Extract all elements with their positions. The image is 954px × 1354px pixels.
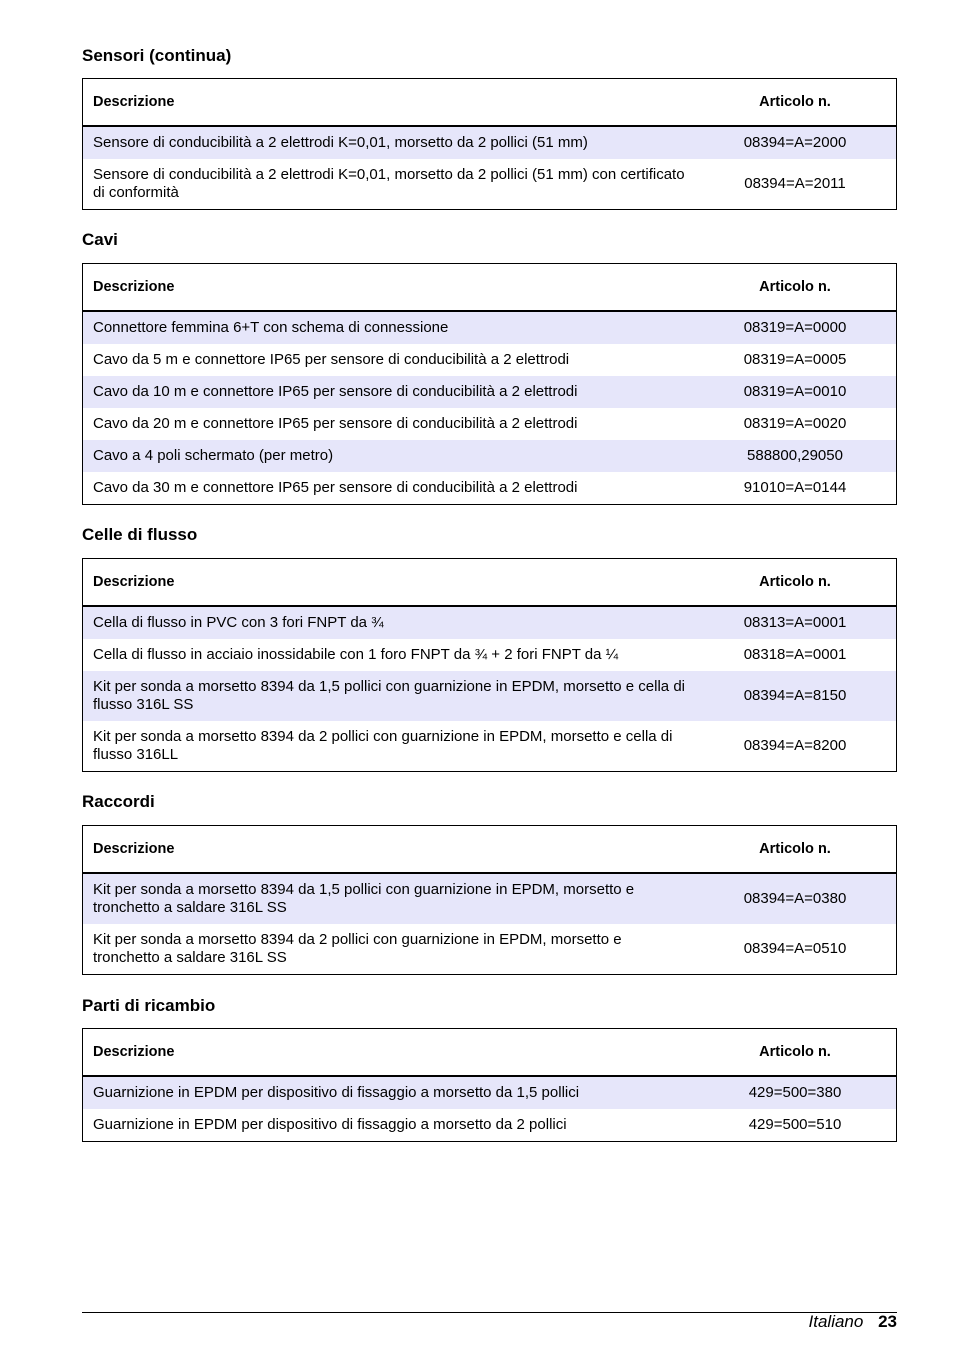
cell-description: Cavo da 30 m e connettore IP65 per sensore di conducibilità a 2 elettrodi [83,472,701,505]
table-header-row [83,264,897,312]
cell-article: 91010=A=0144 [700,472,897,505]
column-header-description: Descrizione [83,559,701,607]
column-header-description: Descrizione [83,264,701,312]
column-header-article: Articolo n. [700,559,897,607]
section-title-celle-di-flusso: Celle di flusso [82,525,198,544]
column-header-article: Articolo n. [700,826,897,874]
section-title-parti-di-ricambio: Parti di ricambio [82,996,216,1015]
table-header-row [83,1029,897,1077]
table-header-row [83,79,897,127]
cell-description: Sensore di conducibilità a 2 elettrodi K=0,01, morsetto da 2 pollici (51 mm) con certificato di conformità [83,159,701,210]
table-cavi [82,263,897,505]
footer-language: Italiano [808,1312,864,1331]
cell-description: Guarnizione in EPDM per dispositivo di fissaggio a morsetto da 1,5 pollici [83,1076,701,1109]
section-title-raccordi: Raccordi [82,792,155,811]
page-number: 23 [878,1312,897,1331]
cell-article: 08319=A=0005 [700,344,897,376]
cell-article: 08394=A=0380 [700,873,897,924]
table-row [83,440,897,472]
table-row [83,311,897,344]
table-parti-di-ricambio [82,1028,897,1142]
cell-article: 588800,29050 [700,440,897,472]
cell-description: Connettore femmina 6+T con schema di connessione [83,311,701,344]
cell-article: 08394=A=2000 [700,126,897,159]
table-row [83,671,897,721]
column-header-description: Descrizione [83,1029,701,1077]
table-raccordi [82,825,897,975]
cell-article: 08313=A=0001 [700,606,897,639]
table-row [83,639,897,671]
table-header-row [83,826,897,874]
column-header-description: Descrizione [83,79,701,127]
cell-description: Cella di flusso in acciaio inossidabile con 1 foro FNPT da ¾ + 2 fori FNPT da ¼ [83,639,701,671]
table-row [83,873,897,924]
table-row [83,924,897,975]
cell-description: Cavo da 20 m e connettore IP65 per sensore di conducibilità a 2 elettrodi [83,408,701,440]
cell-article: 08319=A=0010 [700,376,897,408]
cell-description: Cella di flusso in PVC con 3 fori FNPT da ¾ [83,606,701,639]
column-header-description: Descrizione [83,826,701,874]
cell-description: Kit per sonda a morsetto 8394 da 2 pollici con guarnizione in EPDM, morsetto e cella di flusso 316LL [83,721,701,772]
column-header-article: Articolo n. [700,79,897,127]
cell-description: Guarnizione in EPDM per dispositivo di fissaggio a morsetto da 2 pollici [83,1109,701,1142]
table-row [83,159,897,210]
table-row [83,1076,897,1109]
section-title-sensori: Sensori (continua) [82,46,232,65]
cell-article: 08394=A=0510 [700,924,897,975]
table-header-row [83,559,897,607]
table-row [83,344,897,376]
cell-description: Sensore di conducibilità a 2 elettrodi K=0,01, morsetto da 2 pollici (51 mm) [83,126,701,159]
cell-article: 429=500=380 [700,1076,897,1109]
cell-article: 08319=A=0020 [700,408,897,440]
cell-description: Kit per sonda a morsetto 8394 da 1,5 pollici con guarnizione in EPDM, morsetto e tronchetto a saldare 316L SS [83,873,701,924]
page-footer [809,1312,897,1332]
footer-rule [82,1312,897,1313]
table-row [83,126,897,159]
cell-article: 429=500=510 [700,1109,897,1142]
table-row [83,408,897,440]
cell-description: Cavo da 10 m e connettore IP65 per sensore di conducibilità a 2 elettrodi [83,376,701,408]
cell-article: 08318=A=0001 [700,639,897,671]
cell-description: Cavo a 4 poli schermato (per metro) [83,440,701,472]
table-row [83,721,897,772]
column-header-article: Articolo n. [700,264,897,312]
table-row [83,1109,897,1142]
cell-article: 08319=A=0000 [700,311,897,344]
table-row [83,472,897,505]
column-header-article: Articolo n. [700,1029,897,1077]
section-title-cavi: Cavi [82,230,118,249]
table-row [83,376,897,408]
cell-article: 08394=A=8200 [700,721,897,772]
table-celle-di-flusso [82,558,897,772]
table-sensori [82,78,897,210]
cell-description: Cavo da 5 m e connettore IP65 per sensore di conducibilità a 2 elettrodi [83,344,701,376]
cell-article: 08394=A=2011 [700,159,897,210]
cell-description: Kit per sonda a morsetto 8394 da 1,5 pollici con guarnizione in EPDM, morsetto e cella di flusso 316L SS [83,671,701,721]
cell-description: Kit per sonda a morsetto 8394 da 2 pollici con guarnizione in EPDM, morsetto e tronchetto a saldare 316L SS [83,924,701,975]
table-row [83,606,897,639]
cell-article: 08394=A=8150 [700,671,897,721]
